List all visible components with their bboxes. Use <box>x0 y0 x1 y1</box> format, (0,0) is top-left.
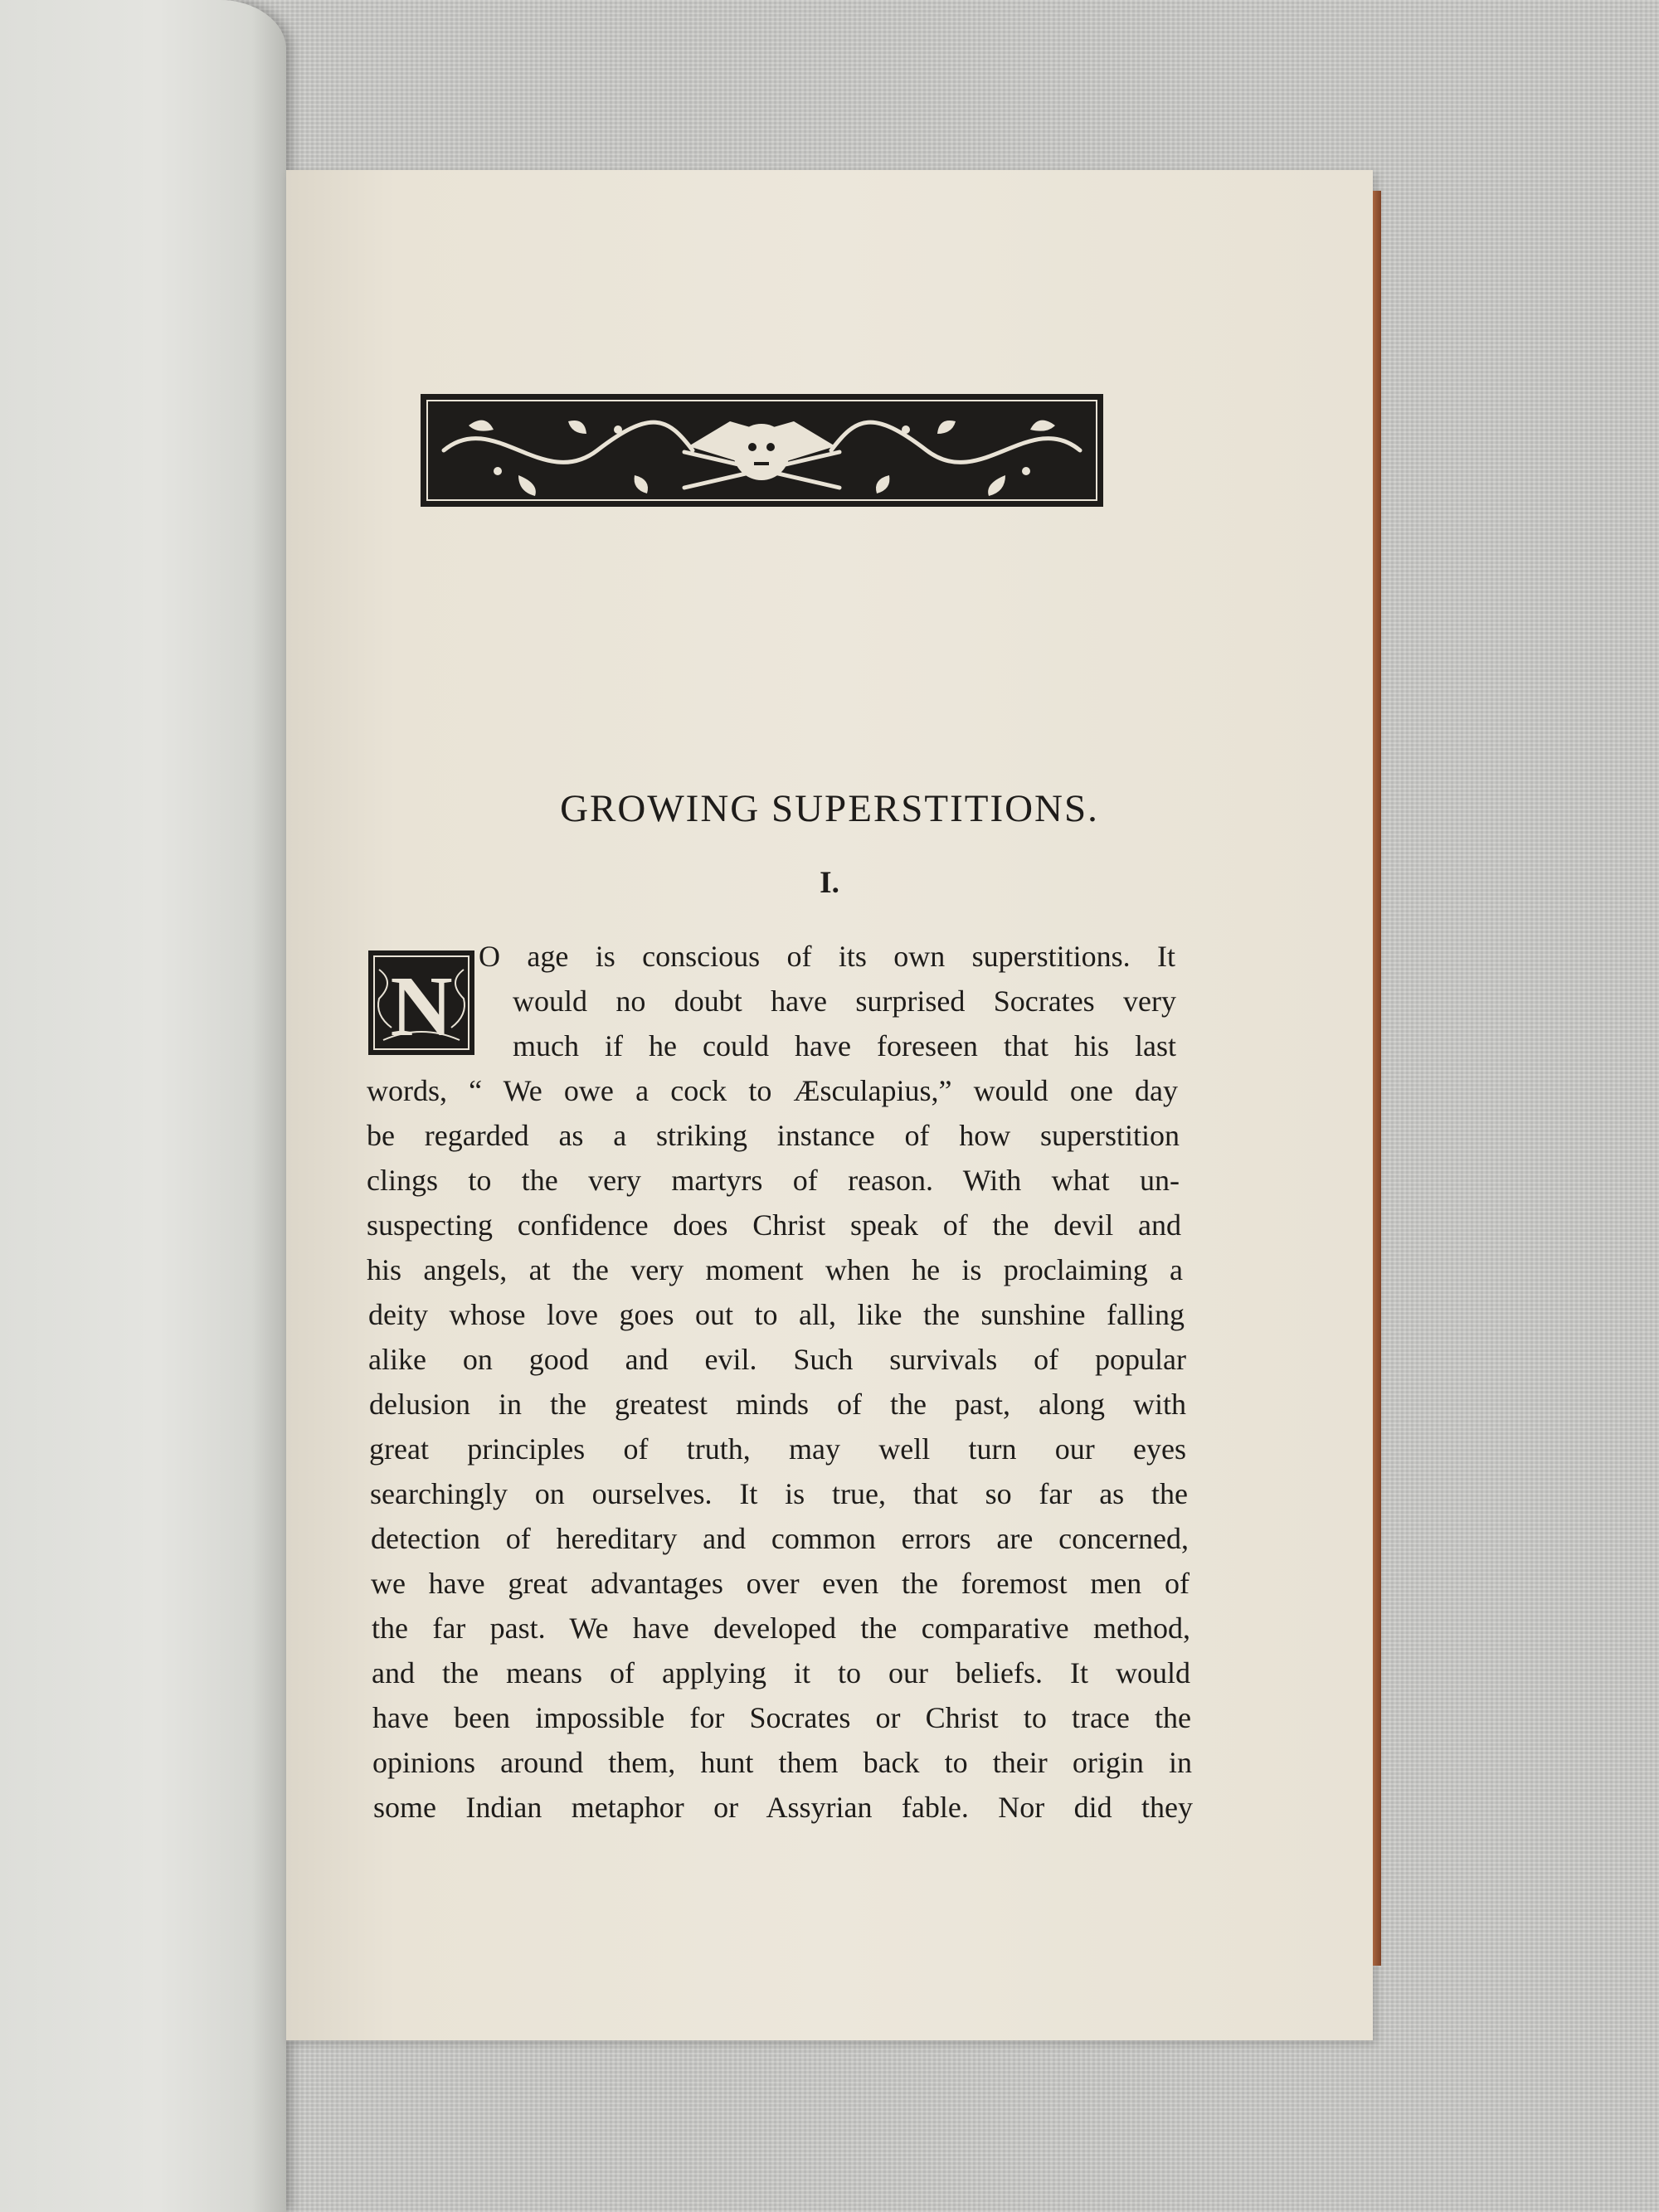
facing-blank-page <box>0 0 286 2212</box>
text-line: suspecting confidence does Christ speak of the devil and <box>367 1208 1181 1242</box>
chapter-title: GROWING SUPERSTITIONS. <box>560 787 1099 830</box>
text-line: some Indian metaphor or Assyrian fable. Nor did they <box>373 1791 1193 1824</box>
ornamental-headpiece-icon <box>419 392 1105 508</box>
text-line: great principles of truth, may well turn our eyes <box>369 1432 1186 1466</box>
text-line: delusion in the greatest minds of the past, along with <box>369 1388 1186 1421</box>
text-line: O age is conscious of its own superstitions. It <box>479 940 1175 973</box>
text-line: have been impossible for Socrates or Christ to trace the <box>372 1701 1191 1734</box>
text-line: be regarded as a striking instance of how superstition <box>367 1119 1180 1152</box>
text-line: clings to the very martyrs of reason. With what un- <box>367 1164 1180 1197</box>
drop-cap-text: N <box>390 959 453 1054</box>
text-line: opinions around them, hunt them back to their origin in <box>372 1746 1192 1779</box>
drop-cap-letter <box>367 949 476 1057</box>
book-edge <box>1373 191 1381 1966</box>
text-line: would no doubt have surprised Socrates very <box>513 984 1176 1018</box>
text-line: his angels, at the very moment when he is proclaiming a <box>367 1253 1183 1286</box>
text-line: detection of hereditary and common errors are concerned, <box>371 1522 1189 1555</box>
text-line: the far past. We have developed the comparative method, <box>372 1612 1190 1645</box>
text-line: and the means of applying it to our beliefs. It would <box>372 1656 1190 1689</box>
text-line: deity whose love goes out to all, like the sunshine falling <box>368 1298 1185 1331</box>
section-number: I. <box>820 866 839 900</box>
text-line: alike on good and evil. Such survivals of popular <box>368 1343 1186 1376</box>
text-line: we have great advantages over even the foremost men of <box>371 1567 1190 1600</box>
text-line: words, “ We owe a cock to Æsculapius,” would one day <box>367 1074 1178 1107</box>
text-line: much if he could have foreseen that his last <box>513 1029 1176 1062</box>
text-line: searchingly on ourselves. It is true, that so far as the <box>370 1477 1188 1510</box>
